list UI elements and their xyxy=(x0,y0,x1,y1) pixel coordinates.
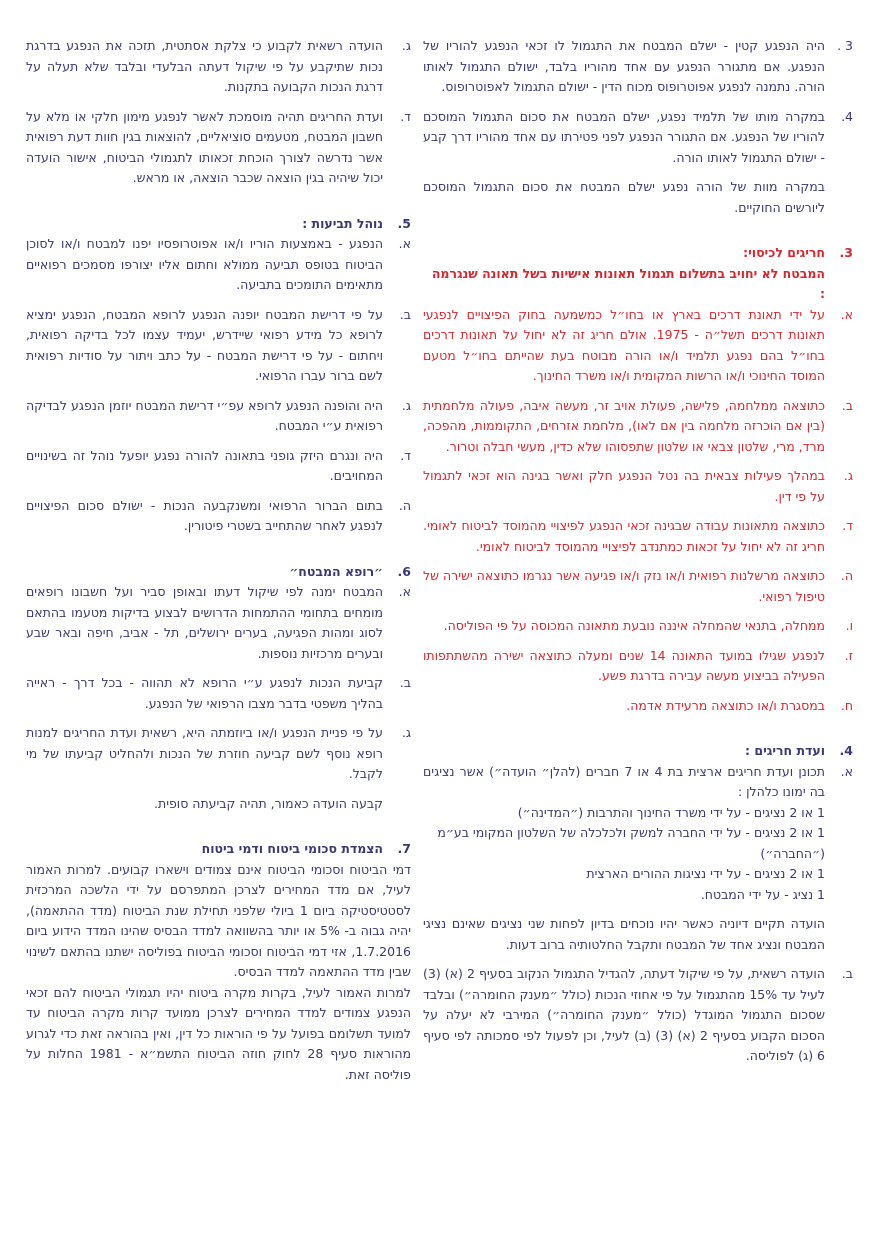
list-item xyxy=(423,646,853,687)
section-number: 5. xyxy=(397,215,411,231)
item-marker: ג. xyxy=(401,725,411,740)
committee-members-list xyxy=(423,803,825,906)
list-item xyxy=(26,107,411,189)
item-marker: ב. xyxy=(399,306,411,322)
item-marker: ב. xyxy=(399,675,411,690)
item-marker: ד. xyxy=(842,518,853,533)
list-item xyxy=(423,762,853,803)
item-marker: 4. xyxy=(841,108,853,124)
section-number: 4. xyxy=(839,743,853,758)
list-item xyxy=(26,396,411,437)
item-marker: ה. xyxy=(840,568,853,583)
item-marker: ג. xyxy=(843,468,853,483)
item-marker: ג. xyxy=(401,38,411,53)
item-text: במהלך פעילות צבאית בה נטל הנפגע חלק ואשר בגינה הוא זכאי לתגמול על פי דין. xyxy=(423,468,825,504)
item-text: במסגרת ו/או כתוצאה מרעידת אדמה. xyxy=(626,697,825,713)
section-title: נוהל תביעות : xyxy=(302,215,383,231)
list-item xyxy=(26,305,411,387)
item-text: כתוצאה מתאונות עבודה שבגינה זכאי הנפגע לפיצויי מהמוסד לביטוח לאומי. חריג זה לא יחול על זכאות כמתנדב לפיצויי מהמוסד לביטוח לאומי. xyxy=(423,518,825,554)
list-item xyxy=(26,673,411,714)
item-marker: א. xyxy=(398,584,411,599)
paragraph-death-parent: במקרה מוות של הורה נפגע ישלם המבטח את סכום התגמול המוסכם ליורשים החוקיים. xyxy=(423,179,825,215)
list-item xyxy=(423,566,853,607)
committee-member-line: 1 או 2 נציגים - על ידי החברה למשק ולכלכלה של השלטון המקומי בע״מ (״החברה״) xyxy=(437,825,825,861)
section-exceptions-committee xyxy=(423,741,853,762)
section-title: ועדת חריגים : xyxy=(745,743,825,758)
list-item xyxy=(423,305,853,387)
item-marker: ב. xyxy=(841,397,853,413)
item-marker: 3 . xyxy=(837,38,853,53)
closing-statement: קבעה הועדה כאמור, תהיה קביעתה סופית. xyxy=(154,795,383,811)
list-item xyxy=(423,964,853,1067)
item-text: ועדת החריגים תהיה מוסמכת לאשר לנפגע מימון חלקי או מלא על חשבון המבטח, מטעמים סוציאליים, להוצאות בגין חוות דעת רפואית אשר נדרשה לצורך הוכחת זכאותו לתגמולי הביטוח, אישור הועדה יכול שיהיה בגין הוצאה שכבר הוצאה, או מראש. xyxy=(26,108,383,185)
item-marker: ג. xyxy=(401,397,411,413)
item-text: הועדה רשאית לקבוע כי צלקת אסתטית, תזכה את הנפגע בדרגת נכות שתיקבע על פי שיקול דעתה הבלעדי ובלבד שלא תעלה על דרגת הנכות הקבועה בתקנות. xyxy=(26,38,383,94)
left-column xyxy=(26,36,411,1094)
section-number: 6. xyxy=(397,563,411,579)
section-claims-procedure xyxy=(26,214,411,235)
list-item xyxy=(423,616,853,637)
section-title: הצמדת סכומי ביטוח ודמי ביטוח xyxy=(201,841,383,856)
item-text: הועדה רשאית, על פי שיקול דעתה, להגדיל התגמול הנקוב בסעיף 2 (א) (3) לעיל עד 15% מהתגמול על פי אחוזי הנכות (כולל ״מענק החומרה״) ובלבד שסכום התגמול המוגדל (כולל ״מענק החומרה״) המירבי לא יעלה על הסכום הקבוע בסעיף 2 (א) (3) (ב) לעיל, וכן לפעול לפי סמכותה לפי סעיף 6 (ג) לפוליסה. xyxy=(423,966,825,1063)
committee-member-line: 1 או 2 נציגים - על ידי נציגות ההורים הארצית xyxy=(586,866,825,881)
indexation-paragraph: למרות האמור לעיל, בקרות מקרה ביטוח יהיו תגמולי הביטוח להם זכאי הנפגע צמודים למדד המחירים לצרכן ממועד קרות מקרה הביטוח עד למועד תשלומם בפועל על פי הוראות כל דין, ואין בהוראה זאת כדי לגרוע מהוראות סעיף 28 לחוק חוזה הביטוח התשמ״א - 1981 החלות על פוליסה זאת. xyxy=(26,984,412,1082)
item-text: קביעת הנכות לנפגע ע״י הרופא לא תהווה - בכל דרך - ראייה בהליך משפטי בדבר מצבו הרפואי של הנפגע. xyxy=(26,675,383,711)
item-text: כתוצאה מרשלנות רפואית ו/או נזק ו/או פגיעה אשר נגרמו כתוצאה ישירה של טיפול רפואי. xyxy=(423,568,825,604)
committee-procedure-paragraph: הועדה תקיים דיוניה כאשר יהיו נוכחים בדיון לפחות שני נציגים שאינם נציגי המבטח ונציג אחד של המבטח ותקבל החלטותיה ברוב דעות. xyxy=(423,916,825,952)
item-text: בתום הברור הרפואי ומשנקבעה הנכות - ישולם סכום הפיצויים לנפגע לאחר שהתחייב בשטרי פיטורין. xyxy=(26,497,383,533)
section-subtitle: המבטח לא יחויב בתשלום תגמול תאונות אישיות בשל תאונה שנגרמה : xyxy=(431,265,825,301)
item-text: היה ונגרם היזק גופני בתאונה להורה נפגע יופעל נוהל זה בשינויים המחויבים. xyxy=(26,447,383,483)
item-marker: ה. xyxy=(398,497,411,513)
section-title: ״רופא המבטח״ xyxy=(289,563,383,579)
indexation-paragraph: דמי הביטוח וסכומי הביטוח אינם צמודים וישארו קבועים. למרות האמור לעיל, אם מדד המחירים לצרכן המתפרסם על ידי הלשכה המרכזית לסטטיסטיקה ביום 1 ביולי שלפני תחילת שנת הביטוח (מדד ההתאמה), יהיה גבוה ב- 5% או יותר בהשוואה למדד הבסיס שהינו המדד הידוע ביום 1.7.2016, אזי דמי הביטוח וסכומי הביטוח בפוליסה ישתנו בהתאם לשינוי שבין מדד ההתאמה למדד הבסיס. xyxy=(26,861,411,979)
item-text: היה הנפגע קטין - ישלם המבטח את התגמול לו זכאי הנפגע להוריו של הנפגע. אם מתגורר הנפגע עם אחד מהוריו בלבד, ישולם התגמול לאותו הורה. נתמנה לנפגע אפוטרופוס מכוח הדין - ישולם התגמול לאפוטרופוס. xyxy=(423,38,825,94)
right-column xyxy=(423,36,853,1076)
item-text: על פי דרישת המבטח יופנה הנפגע לרופא המבטח, הנפגע ימציא לרופא כל מידע רפואי שיידרש, יעמיד עצמו לכל בדיקה רפואית, ויחתום - על פי דרישת המבטח - על כתב ויתור על סודיות רפואית לשם ברור עברו הרפואי. xyxy=(26,306,383,383)
item-marker: ד. xyxy=(400,447,411,463)
item-marker: ח. xyxy=(840,697,853,713)
item-text: במקרה מותו של תלמיד נפגע, ישלם המבטח את סכום התגמול המוסכם להוריו של הנפגע. אם התגורר הנפגע לפני פטירתו עם אחד מהוריו דרך קבע - ישולם התגמול לאותו הורה. xyxy=(423,108,825,165)
list-item xyxy=(26,582,411,664)
item-marker: ז. xyxy=(844,647,853,663)
committee-member-line: 1 או 2 נציגים - על ידי משרד החינוך והתרבות (״המדינה״) xyxy=(517,804,825,820)
list-item xyxy=(423,107,853,169)
list-item xyxy=(26,496,411,537)
section-number: 3. xyxy=(839,245,853,260)
item-text: הנפגע - באמצעות הוריו ו/או אפוטרופסיו יפנו למבטח ו/או לסוכן הביטוח בטופס תביעה ממולא וחתום אליו יצורפו מסמכים רפואיים מתאימים התומכים בתביעה. xyxy=(26,236,383,292)
item-marker: ב. xyxy=(841,966,853,981)
item-text: תכונן ועדת חריגים ארצית בת 4 או 7 חברים (להלן״ הועדה״) אשר נציגים בה ימונו כלהלן : xyxy=(423,763,825,799)
list-item xyxy=(423,466,853,507)
section-exclusions xyxy=(423,243,853,305)
section-number: 7. xyxy=(397,841,411,856)
list-item xyxy=(26,36,411,98)
list-item xyxy=(26,234,411,296)
item-text: כתוצאה ממלחמה, פלישה, פעולת אויב זר, מעשה איבה, פעולה מלחמתית (בין אם הוכרזה מלחמה בין אם לאו), מלחמת אזרחים, התקוממות, מהפכה, מרד, מרי, שלטון צבאי או שלטון שתפסוהו שלא כדין, מעשי חבלה וטרור. xyxy=(423,397,825,454)
list-item xyxy=(423,696,853,717)
committee-member-line: 1 נציג - על ידי המבטח. xyxy=(700,886,825,902)
list-item xyxy=(26,446,411,487)
list-item xyxy=(423,516,853,557)
list-item xyxy=(423,396,853,458)
item-text: על ידי תאונת דרכים בארץ או בחו״ל כמשמעה בחוק הפיצויים לנפגעי תאונות דרכים תשל״ה - 1975. אולם חריג זה לא יחול על תאונות דרכים בחו״ל בהם נפגע תלמיד ו/או הורה מבוטח בעת שהייתם בחו״ל מטעם המוסד החינוכי ו/או הרשות המקומית ו/או משרד החינוך. xyxy=(423,306,825,383)
list-item xyxy=(26,723,411,785)
list-item xyxy=(423,36,853,98)
item-text: היה והופנה הנפגע לרופא עפ״י דרישת המבטח יוזמן הנפגע לבדיקה רפואית ע״י המבטח. xyxy=(26,397,383,433)
item-marker: ו. xyxy=(845,618,853,633)
item-text: ממחלה, בתנאי שהמחלה איננה נובעת מתאונה המכוסה על פי הפוליסה. xyxy=(443,618,825,633)
item-text: על פי פניית הנפגע ו/או ביוזמתה היא, רשאית ועדת החריגים למנות רופא נוסף לשם קביעה חוזרת של הנכות ולהחליט קביעתו של מי לקבל. xyxy=(26,725,383,781)
item-marker: א. xyxy=(840,306,853,322)
item-marker: א. xyxy=(840,763,853,779)
item-marker: א. xyxy=(398,236,411,251)
item-text: המבטח ימנה לפי שיקול דעתו ובאופן סביר ועל חשבונו רופאים מומחים בתחומי ההתמחות הדרושים לבצוע בדיקות מטעמו בהתאם לסוג ומהות הפגיעה, בערים ירושלים, תל - אביב, חיפה ובאר שבע ובערים מרכזיות נוספות. xyxy=(26,584,383,661)
item-text: לנפגע שגילו במועד התאונה 14 שנים ומעלה כתוצאה ישירה מהשתתפותו הפעילה בביצוע מעשה עבירה בדרגת פשע. xyxy=(423,647,825,683)
section-indexation xyxy=(26,839,411,860)
section-insurer-doctor xyxy=(26,562,411,583)
section-title: חריגים לכיסוי: xyxy=(743,245,825,260)
item-marker: ד. xyxy=(400,108,411,124)
